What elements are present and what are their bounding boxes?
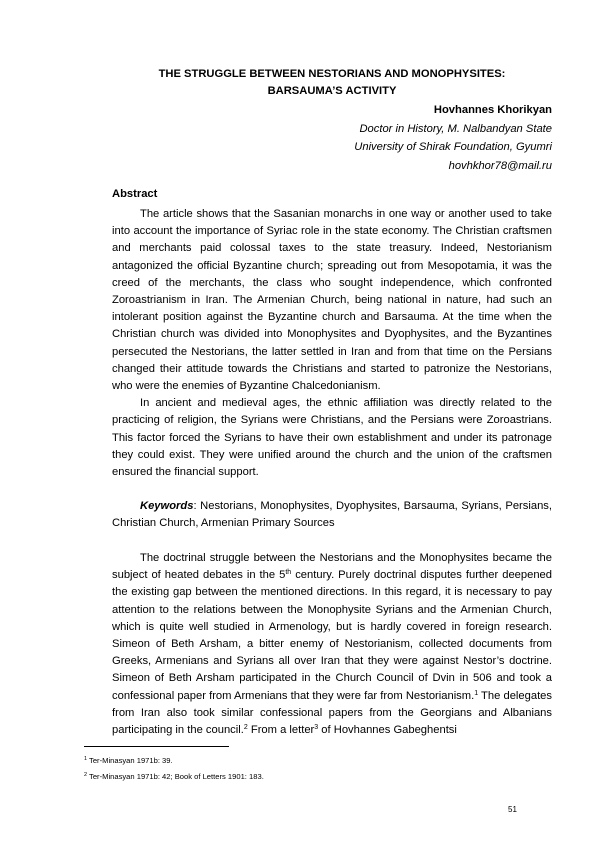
- keywords-paragraph: [112, 498, 552, 532]
- footnote-ref-3: 3: [314, 724, 319, 732]
- footnotes: [84, 753, 264, 785]
- author-name: Hovhannes Khorikyan: [433, 104, 552, 116]
- main-paragraph-1: [112, 550, 552, 739]
- footnote-mark-1: 1: [84, 756, 88, 762]
- page-number: 51: [508, 805, 517, 814]
- main-text-segment: of Hovhannes Gabeghentsi: [318, 724, 457, 737]
- main-text: [112, 550, 552, 739]
- author-affiliation-2: University of Shirak Foundation, Gyumri: [354, 141, 552, 153]
- ordinal-superscript: th: [285, 569, 292, 577]
- abstract-paragraph-2: In ancient and medieval ages, the ethnic affiliation was directly related to the practicing of religion, the Syrians were Christians, and the Persians were Zoroastrians. This factor forced the Syrians to have their own establishment and under its patronage they could exist. They were unified around the church and the union of the craftsmen ensured the financial support.: [112, 397, 552, 479]
- footnote-ref-2: 2: [243, 724, 248, 732]
- abstract-paragraph-1: The article shows that the Sasanian monarchs in one way or another used to take into account the importance of Syriac role in the state economy. The Christian craftsmen and merchants paid colossal taxes to the state treasury. Indeed, Nestorianism antagonized the official Byzantine church; spreading out from Mesopotamia, it was the creed of the merchants, the class who sought independence, which confronted Zoroastrianism in Iran. The Armenian Church, being national in nature, had such an intolerant position against the Byzantine church and Barsauma. At the time when the Christian church was divided into Monophysites and Dyophysites, and the Byzantines persecuted the Nestorians, the latter settled in Iran and from that time on the Persians changed their attitude towards the Christians and started to patronize the Nestorians, who were the enemies of Byzantine Chalcedonianism.: [112, 208, 552, 393]
- author-affiliation-1: Doctor in History, M. Nalbandyan State: [359, 122, 552, 135]
- main-text-segment: The doctrinal struggle between the Nestorians and the Monophysites became the subject of heated debates in the 5: [112, 552, 552, 582]
- paper-title: [112, 66, 552, 100]
- footnote-ref-1: 1: [474, 689, 479, 697]
- abstract-heading: Abstract: [112, 188, 158, 200]
- main-text-segment: From a letter: [247, 724, 315, 737]
- keywords-label: Keywords: [140, 500, 194, 512]
- footnote-text-1: Ter-Minasyan 1971b: 39.: [87, 756, 173, 765]
- title-line-2: BARSAUMA’S ACTIVITY: [267, 85, 397, 97]
- footnote-text-2: Ter-Minasyan 1971b: 42; Book of Letters 1901: 183.: [87, 772, 264, 781]
- keywords-text: : Nestorians, Monophysites, Dyophysites, Barsauma, Syrians, Persians, Christian Church, Armenian Primary Sources: [112, 500, 552, 530]
- footnote-mark-2: 2: [84, 772, 88, 778]
- footnote-divider: [84, 746, 229, 747]
- footnote-1: [84, 753, 264, 769]
- main-text-segment: century. Purely doctrinal disputes further deepened the existing gap between the mentioned directions. In this regard, it is necessary to pay attention to the relations between the Monophysite Syrians and the Armenian Church, which is quite well studied in Armenology, but is hardly covered in foreign research. Simeon of Beth Arsham, a bitter enemy of Nestorianism, collected documents from Greeks, Armenians and Syrians all over Iran that they were against Nestor’s doctrine. Simeon of Beth Arsham participated in the Church Council of Dvin in 506 and took a confessional paper from Armenians that they were far from Nestorianism.: [112, 569, 552, 702]
- author-email: hovhkhor78@mail.ru: [448, 159, 552, 172]
- footnote-2: [84, 769, 264, 785]
- abstract-body: [112, 206, 552, 481]
- keywords-section: [112, 498, 552, 532]
- main-text-segment: The delegates from Iran also took similar confessional papers from the Georgians and Albanians participating in the council.: [112, 689, 552, 737]
- title-line-1: THE STRUGGLE BETWEEN NESTORIANS AND MONOPHYSITES:: [158, 68, 506, 80]
- author-block: [354, 101, 552, 175]
